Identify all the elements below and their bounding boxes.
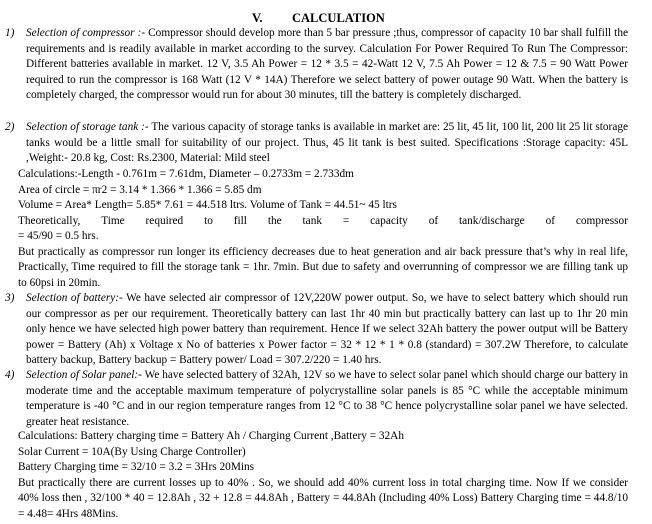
- word: to: [204, 214, 213, 227]
- solar-panel-text: We have selected battery of 32Ah, 12V so we have to select solar panel which should charge our battery in moderate time and the acceptable maximum temperature of polycrystalline solar panels is 85 °C while the acceptable minimum temperature is -40 °C and in our region temperature ranges from 12 °C to 38 °C hence polycrystalline solar panel we have selected. greater heat resistance.: [26, 369, 629, 428]
- word: of: [545, 214, 555, 227]
- charging-time-formula-line: Calculations: Battery charging time = Battery Ah / Charging Current ,Battery = 32Ah: [18, 430, 404, 442]
- word: tank/discharge: [459, 214, 525, 227]
- tank-dimensions-line: Calculations:-Length - 0.761m = 7.61dm, Diameter – 0.2733m = 2.733dm: [18, 168, 354, 180]
- word: Theoretically,: [18, 214, 81, 227]
- tank-volume-line: Volume = Area* Length= 5.85* 7.61 = 44.518 ltrs. Volume of Tank = 44.51~ 45 ltrs: [18, 199, 397, 211]
- word: required: [145, 214, 184, 227]
- compressor-marker: 1): [5, 27, 15, 39]
- word: =: [342, 214, 350, 227]
- theoretical-time-line: [18, 214, 628, 230]
- word: Time: [101, 214, 125, 227]
- word: the: [267, 214, 282, 227]
- theoretical-time-result: = 45/90 = 0.5 hrs.: [18, 230, 99, 242]
- storage-tank-text: The various capacity of storage tanks is available in market are: 25 lit, 45 lit, 100 lit, 200 lit 25 lit storage tanks would be a little small for suitability of our project. Thus, 45 lit tank is best suited. Specifications :Storage capacity: 45L ,Weight:- 20.8 kg, Cost: Rs.2300, Material: Mild steel: [26, 121, 628, 165]
- compressor-text: Compressor should develop more than 5 bar pressure ;thus, compressor of capacity 10 bar shall fulfill the requirements and is readily available in market according to the survey. Calculation For Power Required To Run The Compressor: Different batteries available in market. 12 V, 3.5 Ah Power = 12 * 3.5 = 42-Watt 12 V, 7.5 Ah Power = 12 & 7.5 = 90 Watt Power required to run the compressor is 168 Watt (12 V * 14A) Therefore we select battery of power outage 90 Watt. When the battery is completely charged, the compressor would run for about 30 minutes, till the battery is completely discharged.: [26, 27, 628, 102]
- solar-panel-title: Selection of Solar panel:-: [26, 369, 142, 381]
- battery-marker: 3): [5, 292, 15, 304]
- word: tank: [302, 214, 322, 227]
- storage-tank-title: Selection of storage tank :-: [26, 121, 149, 133]
- battery-section: [5, 291, 628, 369]
- solar-panel-section: [5, 368, 629, 430]
- battery-title: Selection of battery:-: [26, 292, 123, 304]
- compressor-title: Selection of compressor :-: [26, 27, 146, 39]
- solar-panel-marker: 4): [5, 369, 15, 381]
- word: compressor: [575, 214, 628, 227]
- area-of-circle-line: Area of circle = πr2 = 3.14 * 1.366 * 1.366 = 5.85 dm: [18, 183, 262, 196]
- storage-tank-section: [5, 120, 628, 167]
- word: capacity: [370, 214, 408, 227]
- storage-tank-marker: 2): [5, 121, 15, 133]
- section-heading: [0, 10, 652, 26]
- heading-number: V.: [252, 11, 263, 25]
- current-loss-paragraph: But practically there are current losses up to 40% . So, we should add 40% current loss in total charging time. Now If we consider 40% loss then , 32/100 * 40 = 12.8Ah , 32 + 12.8 = 44.8Ah , Battery = 44.8Ah (Including 40% Loss) Battery Charging time = 44.8/10 = 4.48= 4Hrs 48Mins.: [18, 476, 628, 520]
- practical-time-paragraph: But practically as compressor run longer its efficiency decreases due to heat generation and air back pressure that’s why in real life, Practically, Time required to fill the storage tank = 1hr. 7min. But due to safety and overrunning of compressor we are filling tank up to 60psi in 20min.: [18, 245, 628, 289]
- heading-title: CALCULATION: [292, 11, 385, 25]
- solar-current-line: Solar Current = 10A(By Using Charge Controller): [18, 445, 246, 458]
- compressor-section: [5, 26, 628, 104]
- battery-text: We have selected air compressor of 12V,220W power output. So, we have to select battery which should run our compressor as per our requirement. Theoretically battery can last 1hr 40 min but practically battery can last up to 1hr 20 min only hence we have selected high power battery than requirement. Hence If we select 32Ah battery the power output will be Battery power = Battery (Ah) x Voltage x No of batteries x Power factor = 32 * 12 * 1 * 0.8 (standard) = 307.2W Therefore, to calculate battery backup, Battery backup = Battery power/ Load = 307.2/220 = 1.40 hrs.: [26, 292, 628, 367]
- word: of: [428, 214, 439, 227]
- charging-time-line: Battery Charging time = 32/10 = 3.2 = 3Hrs 20Mins: [18, 461, 255, 473]
- word: fill: [233, 214, 247, 227]
